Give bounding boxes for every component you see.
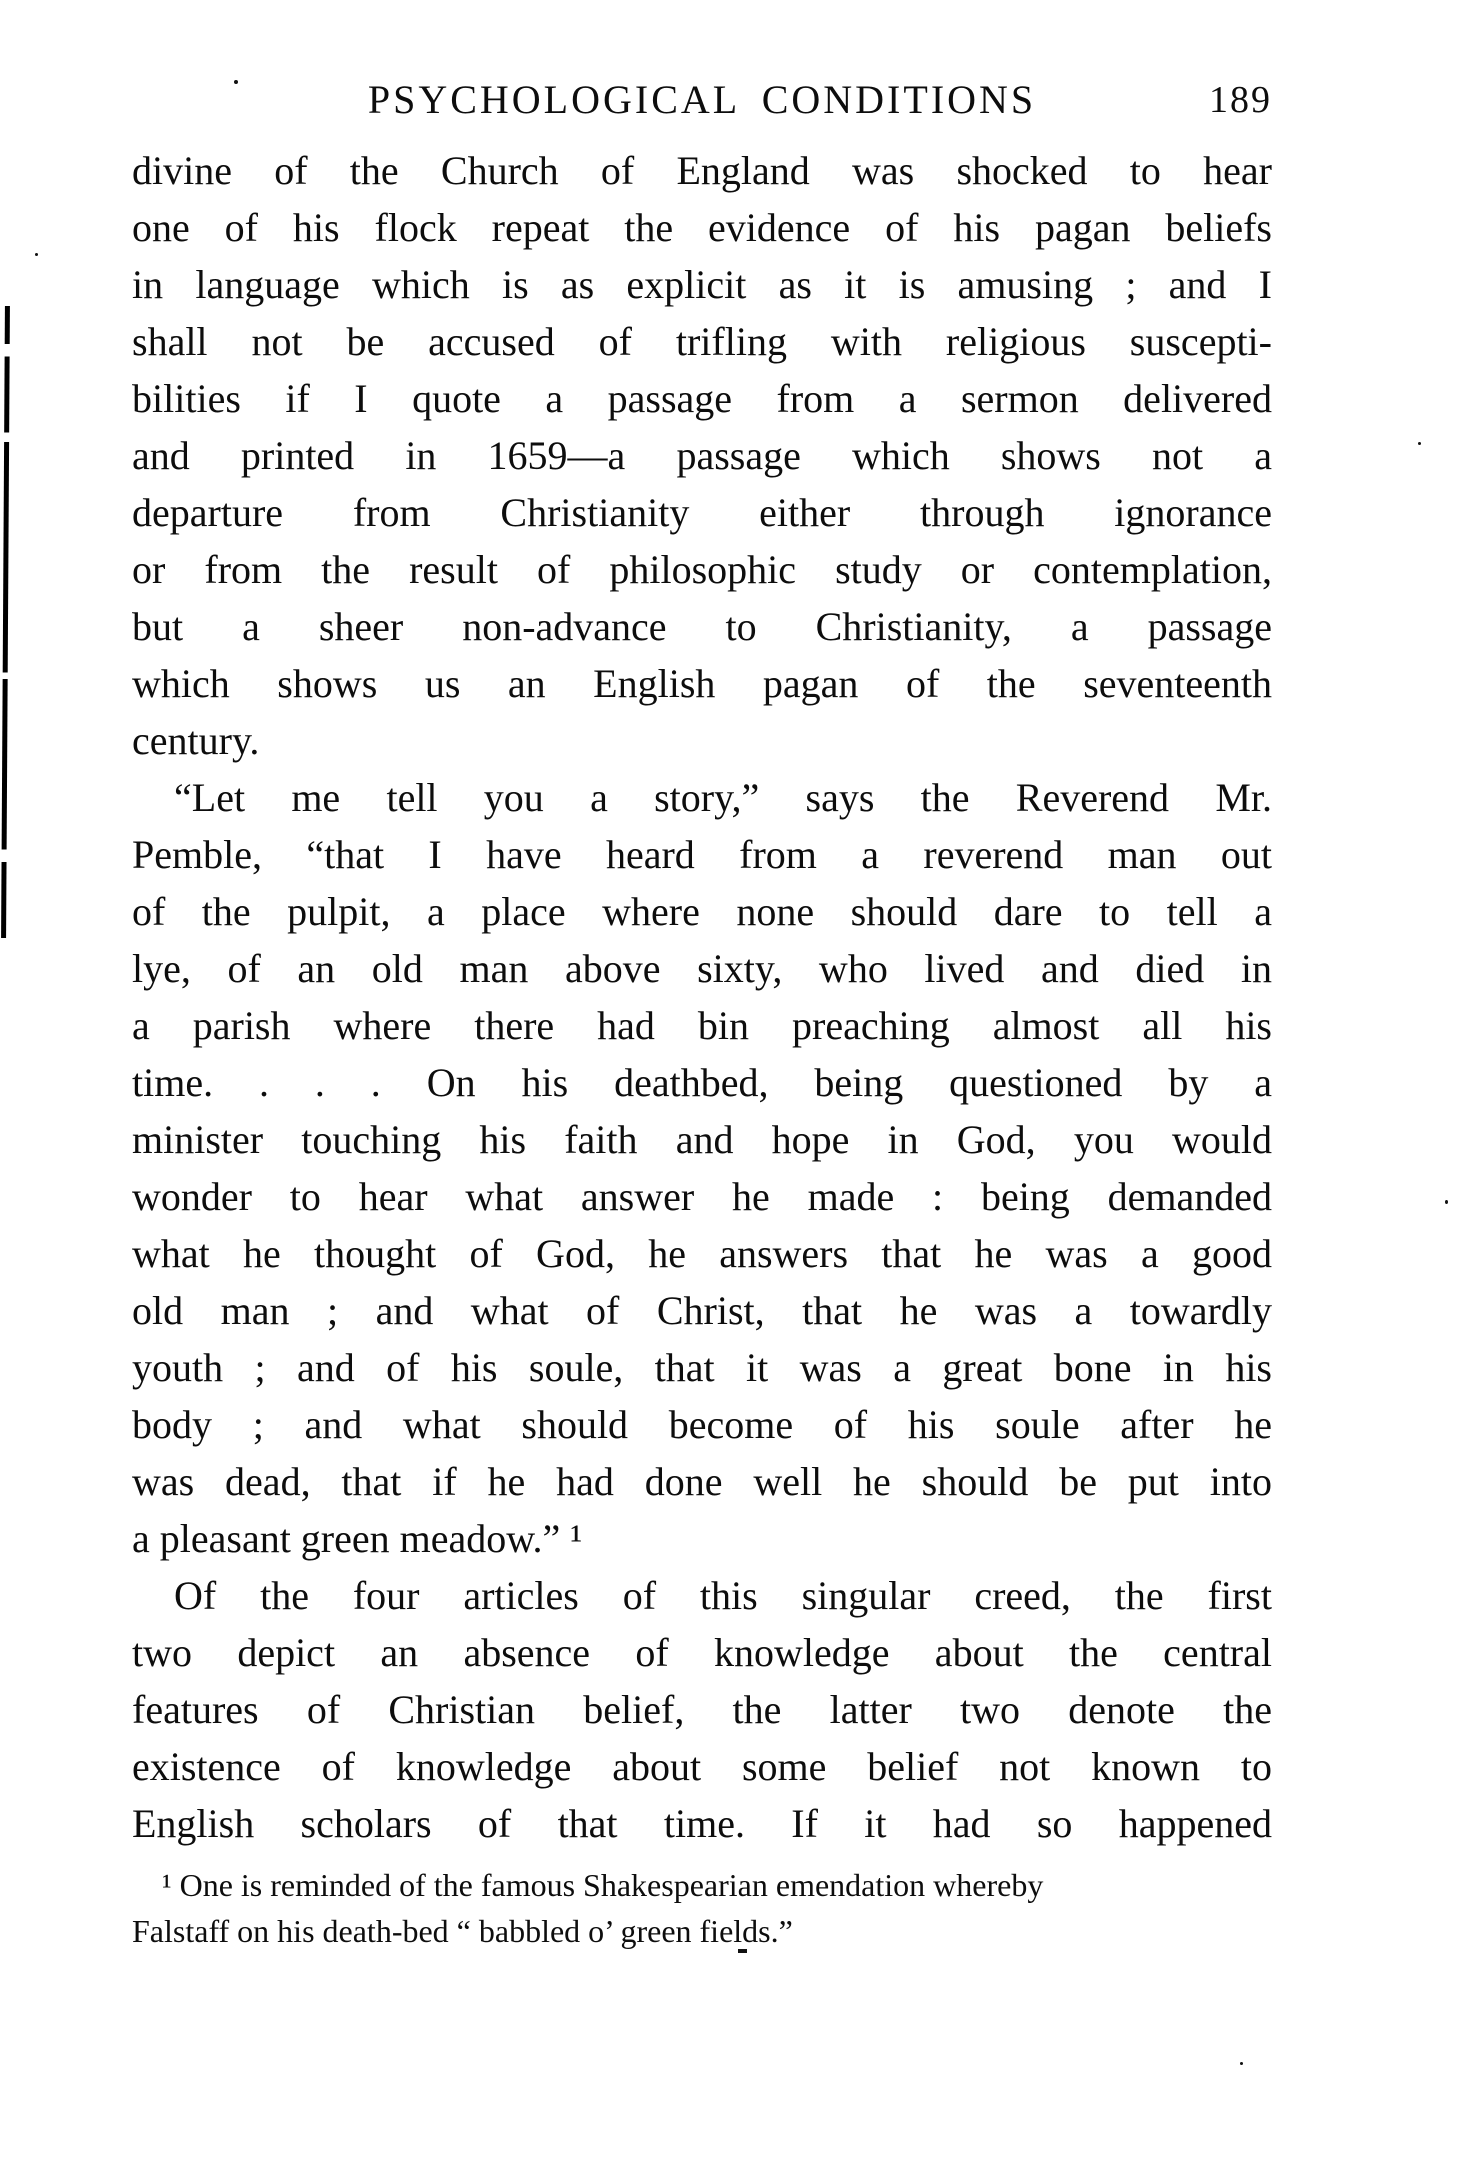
scan-speck [1445,1200,1448,1204]
page-number: 189 [1209,79,1272,121]
text-line: of the pulpit, a place where none should dare to tell a [132,889,1272,934]
text-line: which shows us an English pagan of the seventeenth [132,661,1272,706]
text-line: minister touching his faith and hope in God, you would [132,1117,1272,1162]
text-line: a pleasant green meadow.” ¹ [132,1516,583,1561]
scan-speck [1418,442,1421,445]
text-line: English scholars of that time. If it had so happened [132,1801,1272,1846]
text-line: bilities if I quote a passage from a sermon delivered [132,376,1272,421]
text-line: youth ; and of his soule, that it was a great bone in his [132,1345,1272,1390]
text-line: Of the four articles of this singular creed, the first [174,1573,1272,1618]
footnote [132,1862,1272,1954]
body-text [132,142,1272,1852]
scan-speck [1240,2062,1243,2065]
paragraph-commentary [132,1567,1272,1852]
text-line: time. . . . On his deathbed, being questioned by a [132,1060,1272,1105]
text-line: divine of the Church of England was shocked to hear [132,148,1272,193]
text-line: or from the result of philosophic study or contemplation, [132,547,1272,592]
text-line: in language which is as explicit as it is amusing ; and I [132,262,1272,307]
text-line: old man ; and what of Christ, that he was a towardly [132,1288,1272,1333]
text-line: shall not be accused of trifling with religious suscepti- [132,319,1272,364]
text-line: but a sheer non-advance to Christianity, a passage [132,604,1272,649]
scan-artifact-line [1,306,10,938]
paragraph-quotation [132,769,1272,1567]
text-line: features of Christian belief, the latter two denote the [132,1687,1272,1732]
footnote-line: ¹ One is reminded of the famous Shakespearian emendation whereby [162,1867,1044,1903]
text-line: departure from Christianity either through ignorance [132,490,1272,535]
text-line: what he thought of God, he answers that he was a good [132,1231,1272,1276]
text-line: “Let me tell you a story,” says the Reverend Mr. [174,775,1272,820]
text-line: a parish where there had bin preaching almost all his [132,1003,1272,1048]
text-line: was dead, that if he had done well he should be put into [132,1459,1272,1504]
scan-speck [35,253,38,256]
text-line: existence of knowledge about some belief not known to [132,1744,1272,1789]
text-line: and printed in 1659—a passage which shows not a [132,433,1272,478]
running-head-title: PSYCHOLOGICAL CONDITIONS [367,77,1037,122]
text-line: wonder to hear what answer he made : being demanded [132,1174,1272,1219]
text-line: two depict an absence of knowledge about the central [132,1630,1272,1675]
text-line: lye, of an old man above sixty, who lived and died in [132,946,1272,991]
text-line: one of his flock repeat the evidence of his pagan beliefs [132,205,1272,250]
text-line: century. [132,718,260,763]
running-head [132,76,1272,128]
text-line: Pemble, “that I have heard from a reverend man out [132,832,1272,877]
paragraph-continuation [132,142,1272,769]
footnote-line: Falstaff on his death-bed “ babbled o’ green fields.” [132,1913,793,1949]
text-line: body ; and what should become of his soule after he [132,1402,1272,1447]
